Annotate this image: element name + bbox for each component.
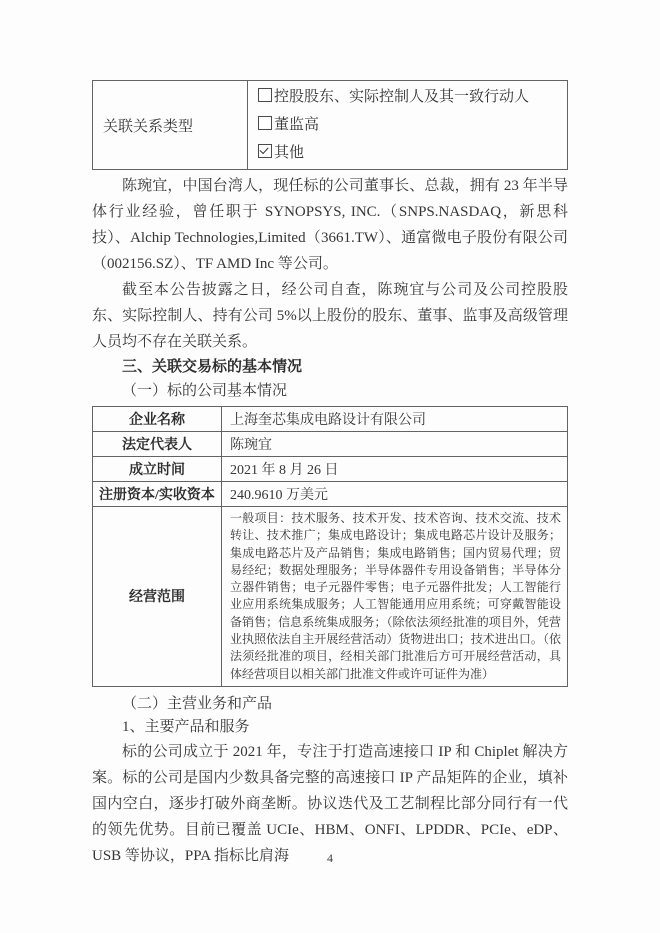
relation-type-table xyxy=(92,80,568,170)
table-row xyxy=(93,482,568,507)
checkbox-unchecked-icon xyxy=(258,116,272,130)
company-name-label: 企业名称 xyxy=(93,407,222,432)
relation-type-options xyxy=(248,81,568,170)
heading-sub2: （二）主营业务和产品 xyxy=(122,695,273,712)
business-scope-value: 一般项目：技术服务、技术开发、技术咨询、技术交流、技术转让、技术推广；集成电路设计；集成电路芯片设计及服务；集成电路芯片及产品销售；集成电路销售；国内贸易代理；贸易经纪；数据处理服务；半导体器件专用设备销售；半导体分立器件销售；电子元器件零售；电子元器件批发；人工智能行业应用系统集成服务；人工智能通用应用系统；可穿戴智能设备销售；信息系统集成服务；（除依法须经批准的项目外，凭营业执照依法自主开展经营活动）货物进出口；技术进出口。（依法须经批准的项目，经相关部门批准后方可开展经营活动，具体经营项目以相关部门批准文件或许可证件为准） xyxy=(222,507,568,687)
paragraph-bio: 陈琬宜，中国台湾人，现任标的公司董事长、总裁，拥有 23 年半导体行业经验，曾任职于 SYNOPSYS, INC.（SNPS.NASDAQ，新思科技）、Alchip Technologies,Limited（3661.TW）、通富微电子股份有限公司（002156.SZ）、TF AMD Inc 等公司。 xyxy=(92,178,568,272)
table-row xyxy=(93,507,568,687)
legal-representative-value: 陈琬宜 xyxy=(222,432,568,457)
relation-option-label: 其他 xyxy=(274,145,305,161)
relation-type-label: 关联关系类型 xyxy=(93,81,248,170)
company-info-table xyxy=(92,406,568,687)
table-row xyxy=(93,407,568,432)
relation-option-other xyxy=(258,139,559,167)
heading-section3: 三、关联交易标的基本情况 xyxy=(122,359,303,375)
heading-sub1: （一）标的公司基本情况 xyxy=(122,383,288,399)
paragraph-self-check: 截至本公告披露之日，经公司自查，陈琬宜与公司及公司控股股东、实际控制人、持有公司 5%以上股份的股东、董事、监事及高级管理人员均不存在关联关系。 xyxy=(92,282,568,350)
table-row xyxy=(93,81,568,170)
relation-option-label: 董监高 xyxy=(274,117,320,133)
establishment-date-label: 成立时间 xyxy=(93,457,222,482)
heading-item1: 1、主要产品和服务 xyxy=(122,718,250,735)
table-row xyxy=(93,457,568,482)
establishment-date-value: 2021 年 8 月 26 日 xyxy=(222,457,568,482)
paragraph-products: 标的公司成立于 2021 年，专注于打造高速接口 IP 和 Chiplet 解决方案。标的公司是国内少数具备完整的高速接口 IP 产品矩阵的企业，填补国内空白，逐步打破外商垄断。协议迭代及工艺制程比部分同行有一代的领先优势。目前已覆盖 UCIe、HBM、ONFI、LPDDR、PCIe、eDP、USB 等协议，PPA 指标比肩海 xyxy=(92,743,568,864)
checkbox-unchecked-icon xyxy=(258,88,272,102)
table-row xyxy=(93,432,568,457)
page-number: 4 xyxy=(327,851,333,865)
page-content xyxy=(92,0,568,869)
checkbox-checked-icon xyxy=(258,144,272,158)
business-scope-label: 经营范围 xyxy=(93,507,222,687)
legal-representative-label: 法定代表人 xyxy=(93,432,222,457)
company-name-value: 上海奎芯集成电路设计有限公司 xyxy=(222,407,568,432)
relation-option-directors-supervisors xyxy=(258,111,559,139)
registered-capital-label: 注册资本/实收资本 xyxy=(93,482,222,507)
relation-option-label: 控股股东、实际控制人及其一致行动人 xyxy=(274,89,530,105)
relation-option-controlling-shareholder xyxy=(258,83,559,111)
registered-capital-value: 240.9610 万美元 xyxy=(222,482,568,507)
